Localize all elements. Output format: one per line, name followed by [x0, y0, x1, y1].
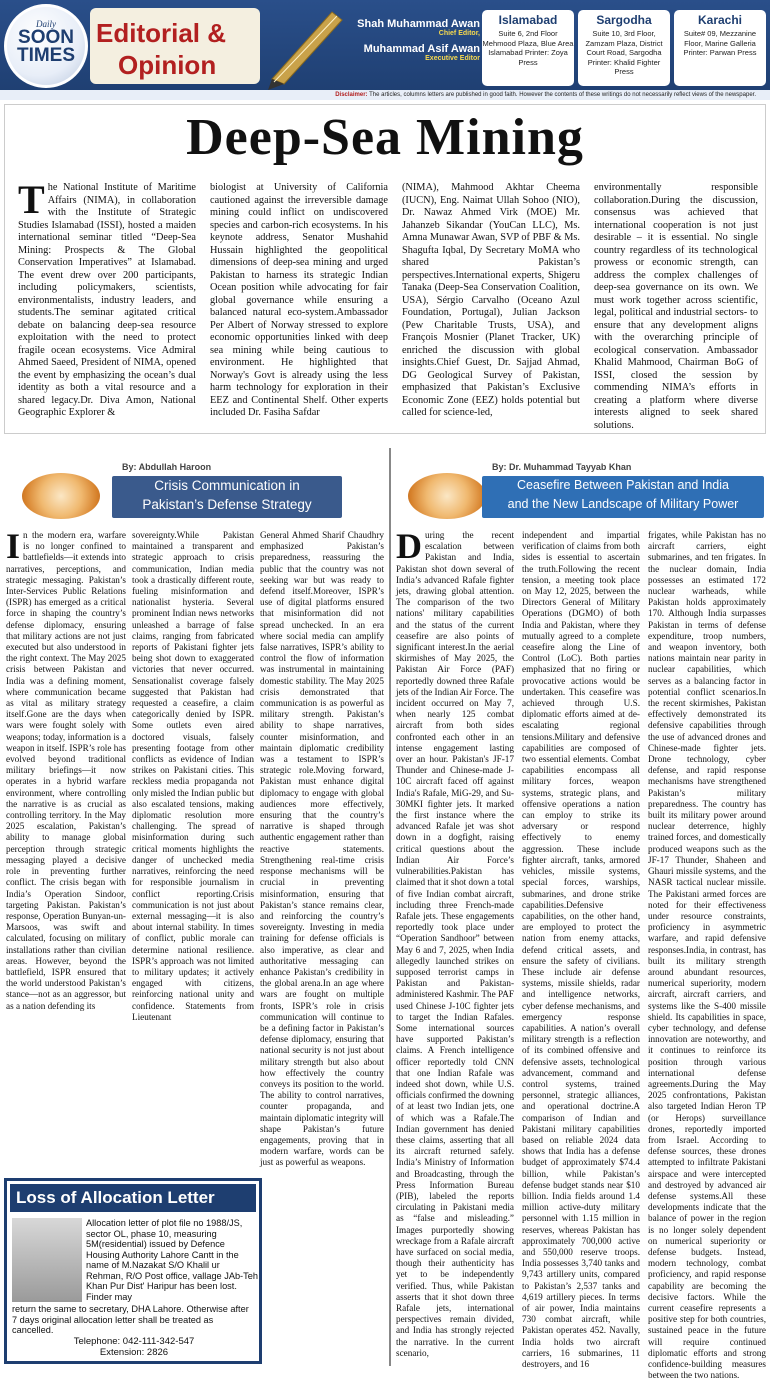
chief-editor-name: Shah Muhammad Awan [357, 18, 480, 30]
office-sargodha: Sargodha Suite 10, 3rd Floor, Zamzam Plaza, District Court Road, Sargodha Printer: Khalid Fighter Press [578, 10, 670, 86]
section-title-line2: Opinion [118, 50, 217, 80]
main-article-column-4: environmentally responsible collaboration.During the discussion, consensus was achieved that international cooperation is not just desirable – it is essential. No single country regardless of its technological prowess or economic strength, can address the complex challenges of deep-sea governance on its own. We must work together across scientific, legal, political and industrial sectors- to ensure that any development aligns with the overarching principle of ecological conservation. Ambassador Khalid Mahmood, Chairman BoG of ISSI, closed the session by commending NIMA’s efforts in creating a platform where diverse interests aligned to seek shared solutions. [594, 182, 758, 431]
left-article-column-1: In the modern era, warfare is no longer confined to battlefields—it extends into narratives, perceptions, and strategic messaging. Pakistan’s Inter-Services Public Relations (ISPR) has emerged as a critical force in shaping the country’s defense diplomacy, ensuring that military actions are not just executed but also understood in the right context. The May 2025 crisis between Pakistan and India was a defining moment, where communication became as vital as military strategy itself.Gone are the days when wars were fought solely with weapons; today, information is a weapon in itself. ISPR’s role has evolved beyond traditional military briefings—it now operates in a hybrid warfare environment, where controlling the narrative is as crucial as controlling territory. In the May 2025 escalation, Pakistan’s ability to manage global perception through strategic messaging played a decisive role in preventing further conflict. The crisis began with India’s Operation Sindoor, targeting Pakistan. Pakistan’s response, Operation Bunyan-un-Marsoos, was swift and calculated, focusing on military installations rather than civilian areas. However, beyond the battlefield, ISPR ensured that the world understood Pakistan’s stance—not as an aggressor, but as a nation defending its [6, 526, 126, 1011]
chief-editor-role: Chief Editor, [438, 30, 480, 37]
ad-body-continued: return the same to secretary, DHA Lahore. Otherwise after 7 days original allocation letter shall be treated as cancelled. [12, 1304, 249, 1335]
ad-title: Loss of Allocation Letter [10, 1184, 256, 1212]
section-title-line1: Editorial & [96, 18, 227, 48]
main-article-column-1: The National Institute of Maritime Affairs (NIMA), in collaboration with the Institute of Strategic Studies Islamabad (ISSI), hosted a maiden international seminar titled “Deep-Sea Mining: Prospects & The Global Conservation Imperatives” at Islamabad. The event drew over 200 participants, including policymakers, scientists, environmentalists, industry leaders, and students.The seminar agitated critical debate on balancing deep-sea resource exploitation with the need to protect fragile ocean ecosystems. Vice Admiral Ahmed Saeed, President of NIMA, opened the event by emphasizing the ocean’s dual identity as both a vital resource and a shared legacy.Dr. Diva Amon, National Geographic Explorer & [18, 177, 196, 418]
main-article-column-3: (NIMA), Mahmood Akhtar Cheema (IUCN), Eng. Naimat Ullah Sohoo (NIO), Dr. Nawaz Ahmed Virk (MOE) Mr. Jahanzeb Sikandar (YouCan LLC), Ms. Amna Munawar Awan, SVP of PBF & Ms. Shagufta Iqbal, Dy Secretary MoMA who shared Pakistan’s perspectives.International experts, Shigeru Tanaka (Deep-Sea Conservation Coalition, USA), Sérgio Carvalho (Oceano Azul Foundation, Portugal), Julian Jackson (Pew Charitable Trusts, USA), and François Mosnier (Planet Tracker, UK) enriched the discussion with global insights.Chief Guest, Dr. Sajjad Ahmad, DG Geological Survey of Pakistan, emphasized that Pakistan’s Exclusive Economic Zone (EEZ) holds potential but called for science-led, [402, 182, 580, 418]
right-article-column-3: frigates, while Pakistan has no aircraft carriers, eight submarines, and ten frigates. In the nuclear domain, India possesses an estimated 172 nuclear warheads, while Pakistan holds approximately 170. Although India surpasses Pakistan in terms of defense expenditure, troop numbers, and weapon inventory, both nations maintain near parity in nuclear capabilities, which serves as a balancing factor in potential conflict scenarios.In the recent skirmishes, Pakistan effectively demonstrated its defensive capabilities through the use of advanced drones and Chinese-made fighter jets. Drone technology, cyber defense, and rapid response mechanisms have strengthened Pakistan’s military preparedness. The country has built its military power around nuclear deterrence, highly trained forces, and domestically produced weapons such as the JF-17 Thunder, Shaheen and Ghauri missile systems, and the NASR tactical nuclear missile. The Pakistani armed forces are noted for their effectiveness under resource constraints, proficiency in asymmetric warfare, and rapid defensive responses.India, in contrast, has built its military strength around abundant resources, numerical superiority, modern aircraft, aircraft carriers, and systems like the S-400 missile shield. Its capabilities in space, cyber technology, and defense innovation are noteworthy, and it continues to reinforce its position through various international defense agreements.During the May 2025 confrontations, Pakistan also targeted Indian Heron TP (or Herops) surveillance drones, reportedly imported from Israel. According to defense sources, these drones attempted to infiltrate Pakistani airspace and were intercepted and destroyed by advanced air defense systems.All these developments indicate that the balance of power in the region is no longer solely dependent on numerical superiority or defense budgets. Instead, modern technology, combat proficiency, and rapid response capability are becoming the decisive factors. While the current ceasefire represents a positive step for both countries, sustained peace in the future will require continued diplomatic efforts and strong confidence-building measures between the two nations. [648, 530, 766, 1381]
left-article-title: Crisis Communication in Pakistan’s Defense Strategy [112, 476, 342, 518]
left-article-column-2: sovereignty.While Pakistan maintained a transparent and strategic approach to crisis communication, Indian media took a drastically different route, fueling misinformation and nationalist hysteria. Several prominent Indian news networks unleashed a barrage of false claims, ranging from fabricated reports of Pakistani fighter jets being shot down to exaggerated victories that never occurred. Sensationalist coverage falsely suggested that Pakistan had requested a ceasefire, a claim categorically denied by ISPR. Some outlets even aired doctored visuals, falsely presenting footage from other conflicts as evidence of Indian strikes on Pakistani cities. This reckless media propaganda not only misled the Indian public but also escalated tensions, making diplomatic resolution more challenging. The spread of misinformation during such critical moments highlights the danger of unchecked media narratives, reinforcing the need for responsible journalism in conflict reporting.Crisis communication is not just about external messaging—it is also about internal stability. In times of conflict, public morale can determine national resilience. ISPR’s approach was not limited to military updates; it actively engaged with citizens, reinforcing national unity and confidence. Statements from Lieutenant [132, 530, 254, 1022]
right-article-author: By: Dr. Muhammad Tayyab Khan [492, 462, 632, 472]
left-article-column-3: General Ahmed Sharif Chaudhry emphasized Pakistan’s preparedness, reassuring the public that the country was not seeking war but was ready to defend itself.Moreover, ISPR’s use of digital platforms ensured that misinformation did not spread unchecked. In an era where social media can amplify false narratives, ISPR’s ability to control the flow of information was instrumental in maintaining domestic stability. The May 2025 crisis demonstrated that communication is as powerful as military strength. Pakistan’s ability to shape narratives, counter misinformation, and maintain diplomatic credibility was a testament to ISPR’s strategic role.Moving forward, Pakistan must enhance digital diplomacy to engage with global audiences more effectively, ensuring that the country’s narrative is shaped through authentic engagement rather than reactive statements. Strengthening real-time crisis response mechanisms will be crucial in preventing misinformation, ensuring that Pakistan’s stance remains clear, and reinforcing the country’s sovereignty. Investing in media training for defense officials is also imperative, as clear and authoritative messaging can enhance Pakistan’s credibility in the global arena.In an age where wars are fought on multiple fronts, ISPR’s role in crisis communication will continue to be a defining factor in Pakistan’s defense diplomacy, ensuring that national security is not just about military strength but also about how effectively the country conveys its position to the world. The ability to control narratives, counter propaganda, and maintain diplomatic integrity will shape Pakistan’s future engagements, proving that in modern warfare, words can be just as powerful as weapons. [260, 530, 384, 1168]
right-article-column-2: independent and impartial verification of claims from both sides is essential to ascertain the truth.Following the recent tension, a meeting took place on May 12, 2025, between the Directors General of Military Operations (DGMO) of both India and Pakistan, where they mutually agreed to a complete ceasefire along the Line of Control (LoC). Both parties emphasized that no firing or provocative actions would be undertaken. This ceasefire was achieved through U.S. diplomatic efforts aimed at de-escalating regional tensions.Military and defensive capabilities are composed of two essential elements. Combat capabilities encompass all military forces, weapon systems, strategic plans, and offensive operations a nation can employ to strike its adversary or respond effectively to enemy aggression. These include fighter aircraft, tanks, armored vehicles, missile systems, special forces, warships, submarines, and drone strike capabilities.Defensive capabilities, on the other hand, are employed to protect the nation from enemy attacks, defend critical assets, and ensure the safety of civilians. These include air defense systems, missile shields, radar and intelligence networks, cyber defense mechanisms, and emergency response capabilities. A nation’s overall military strength is a reflection of its combined offensive and defensive assets, technological advancement, command and control systems, trained personnel, strategic alliances, and operational doctrine.A comparison of Indian and Pakistani military capabilities based on reliable 2024 data shows that India has a defense budget of approximately $74.4 billion, while Pakistan’s defense budget stands near $10 billion. India fields around 1.4 million active-duty military personnel with 1.15 million in reserves, whereas Pakistan has approximately 700,000 active and 550,000 reserve troops. India possesses 3,740 tanks and 9,743 artillery units, compared to Pakistan’s 2,537 tanks and 4,619 artillery pieces. In terms of air power, India maintains 730 combat aircraft, while Pakistan operates 452. Navally, India holds two aircraft carriers, 16 submarines, 11 destroyers, and 16 [522, 530, 640, 1370]
office-islamabad: Islamabad Suite 6, 2nd Floor Mehmood Plaza, Blue Area Islamabad Printer: Zoya Press [482, 10, 574, 86]
right-article-title: Ceasefire Between Pakistan and India and the New Landscape of Military Power [482, 476, 764, 518]
right-article-column-1: During the recent escalation between Pakistan and India, Pakistan shot down several of India’s advanced Rafale fighter jets, drawing global attention. The comparison of the two nations' military capabilities and the status of the current ceasefire are also points of significant interest.In the aerial skirmishes of May 2025, the Pakistan Air Force (PAF) reportedly downed three Rafale jets of the Indian Air Force. The incident occurred on May 7, when nearly 125 combat aircraft from both sides confronted each other in an intense engagement lasting over an hour. Pakistan's JF-17 Thunder and Chinese-made J-10C aircraft faced off against India's Rafale, MiG-29, and Su-30MKI fighter jets. It marked the first instance where the advanced Rafale jet was shot down in a dogfight, raising critical questions about the Indian Air Force’s vulnerabilities.Pakistan has claimed that it shot down a total of five Indian combat aircraft, including three French-made Rafale jets. These engagements reportedly took place under “Operation Sandhoor” between May 6 and 7, 2025, when India allegedly launched strikes on supposed terrorist camps in Pakistan and Pakistan-administered Kashmir. The PAF used Chinese J-10C fighter jets to target the Indian Rafales. Some international sources have supported Pakistan’s claims. A French intelligence officer reportedly told CNN that one Indian Rafale was indeed shot down, while U.S. officials confirmed the downing of at least two Indian jets, one of which was a Rafale.The Indian government has denied these claims, asserting that all its aircraft returned safely. India’s Ministry of Information and Broadcasting, through the Press Information Bureau (PIB), labeled the reports circulating in Pakistani media as “false and misleading.” Images purportedly showing wreckage from a Rafale aircraft have surfaced on social media, though their authenticity has yet to be independently verified. Thus, while Pakistan asserts that it shot down three Rafale jets, international perspectives remain divided, and India has strongly rejected the narrative. In the current scenario, [396, 526, 514, 1358]
column-divider [389, 448, 391, 1366]
executive-editor-name: Muhammad Asif Awan [363, 43, 480, 55]
pen-nib-icon [408, 473, 486, 519]
disclaimer: Disclaimer: The articles, columns letters are published in good faith. However the contents of these writings do not necessarily reflect views of the newspaper. [0, 90, 770, 100]
pen-nib-icon [22, 473, 100, 519]
newspaper-logo: Daily SOON TIMES [4, 4, 88, 88]
dropcap: T [18, 177, 45, 222]
main-article-column-2: biologist at University of California cautioned against the irreversible damage mining could inflict on undiscovered species and carbon-rich ecosystems. In his keynote address, Senator Mushahid Hussain highlighted the geopolitical dimensions of deep-sea mining and urged Pakistan to harness its strategic Indian Ocean position while advocating for fair global governance while ensuring a balanced natural eco-system.Ambassador Per Albert of Norway stressed to explore economic opportunities linked with deep sea mining while being cautious to environment. He highlighted that Norway's Govt is already using the less harm technology for exploration in their EEZ and Continental Shelf. Other experts included Dr. Fasiha Safdar [210, 182, 388, 418]
office-karachi: Karachi Suite# 09, Mezzanine Floor, Marine Galleria Printer: Parwan Press [674, 10, 766, 86]
ad-contact: Telephone: 042-111-342-547 Extension: 2826 [73, 1336, 195, 1358]
editors-block [330, 18, 480, 80]
ad-body: Allocation letter of plot file no 1988/JS, sector OL, phase 10, measuring 5M(residential) issued by Defence Housing Authority Lahore Cantt in the name of M.Nazakat S/O Khalil ur Rehman, R/O Post office, vallage JAb-Teh Khan Pur Dist' Haripur has been lost. Finder may [86, 1218, 258, 1302]
left-article-author: By: Abdullah Haroon [122, 462, 212, 472]
main-article-title: Deep-Sea Mining [186, 109, 584, 166]
executive-editor-role: Executive Editor [425, 55, 480, 62]
ad-portrait-photo [12, 1218, 82, 1302]
